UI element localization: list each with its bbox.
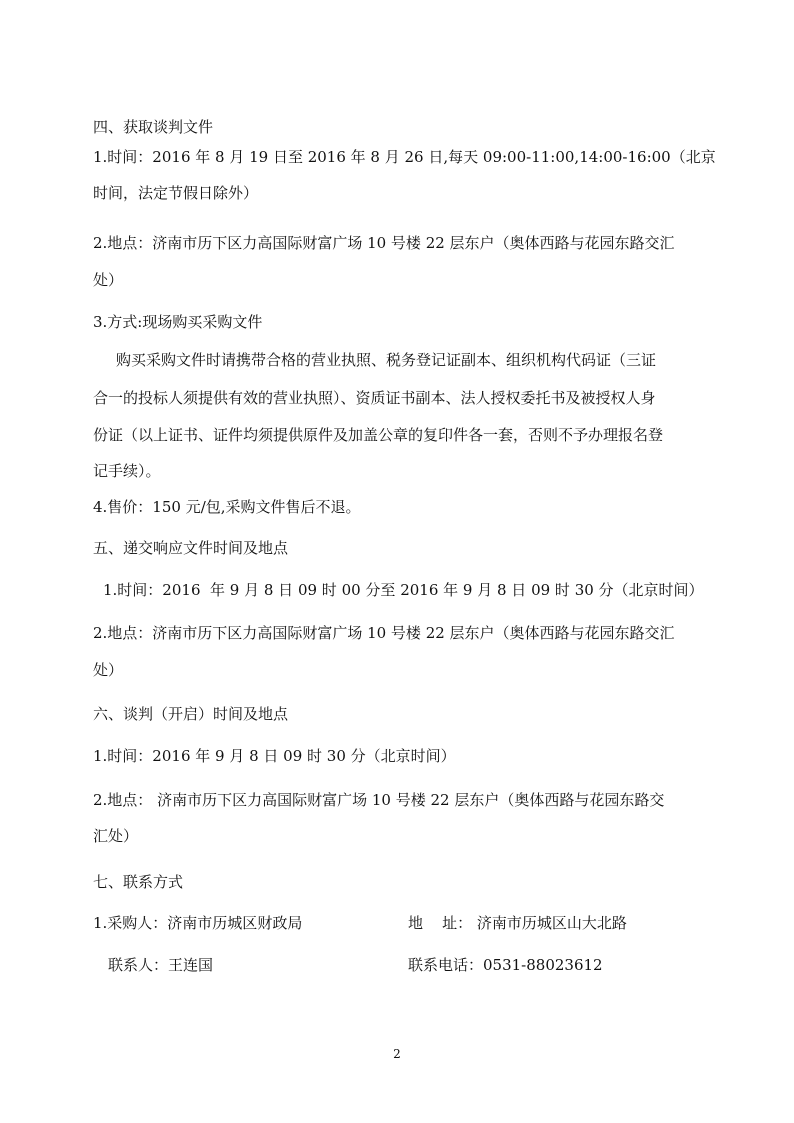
- section-4-place-line-1: 2.地点：济南市历下区力高国际财富广场 10 号楼 22 层东户（奥体西路与花园东路交汇: [93, 234, 675, 252]
- purchaser: 1.采购人：济南市历城区财政局: [93, 914, 303, 932]
- section-5-heading: 五、递交响应文件时间及地点: [93, 539, 289, 557]
- section-4-price: 4.售价：150 元/包,采购文件售后不退。: [93, 498, 361, 516]
- section-5-place-line-2: 处）: [93, 661, 124, 679]
- contact-person: 联系人：王连国: [108, 956, 214, 974]
- section-4-method: 3.方式:现场购买采购文件: [93, 313, 263, 331]
- contact-phone: 联系电话：0531-88023612: [408, 956, 603, 974]
- section-4-time-line-2: 时间，法定节假日除外）: [93, 184, 259, 202]
- section-4-note-line-1: 购买采购文件时请携带合格的营业执照、税务登记证副本、组织机构代码证（三证: [116, 351, 657, 369]
- section-6-place-line-2: 汇处）: [93, 827, 139, 845]
- section-4-time-line-1: 1.时间：2016 年 8 月 19 日至 2016 年 8 月 26 日,每天 09:00-11:00,14:00-16:00（北京: [93, 148, 716, 166]
- section-6-heading: 六、谈判（开启）时间及地点: [93, 705, 289, 723]
- section-4-note-line-2: 合一的投标人须提供有效的营业执照）、资质证书副本、法人授权委托书及被授权人身: [93, 389, 656, 407]
- section-5-time: 1.时间：2016 年 9 月 8 日 09 时 00 分至 2016 年 9 月 8 日 09 时 30 分（北京时间）: [103, 581, 704, 599]
- section-4-note-line-3: 份证（以上证书、证件均须提供原件及加盖公章的复印件各一套，否则不予办理报名登: [93, 426, 664, 444]
- purchaser-address: 地 址： 济南市历城区山大北路: [408, 914, 627, 932]
- section-4-place-line-2: 处）: [93, 271, 124, 289]
- section-4-note-line-4: 记手续）。: [93, 462, 161, 480]
- section-6-place-line-1: 2.地点： 济南市历下区力高国际财富广场 10 号楼 22 层东户（奥体西路与花园东路交: [93, 791, 665, 809]
- section-5-place-line-1: 2.地点：济南市历下区力高国际财富广场 10 号楼 22 层东户（奥体西路与花园东路交汇: [93, 624, 675, 642]
- page-number: 2: [393, 1047, 401, 1061]
- section-4-heading: 四、获取谈判文件: [93, 118, 214, 136]
- section-7-heading: 七、联系方式: [93, 873, 184, 891]
- section-6-time: 1.时间：2016 年 9 月 8 日 09 时 30 分（北京时间）: [93, 747, 456, 765]
